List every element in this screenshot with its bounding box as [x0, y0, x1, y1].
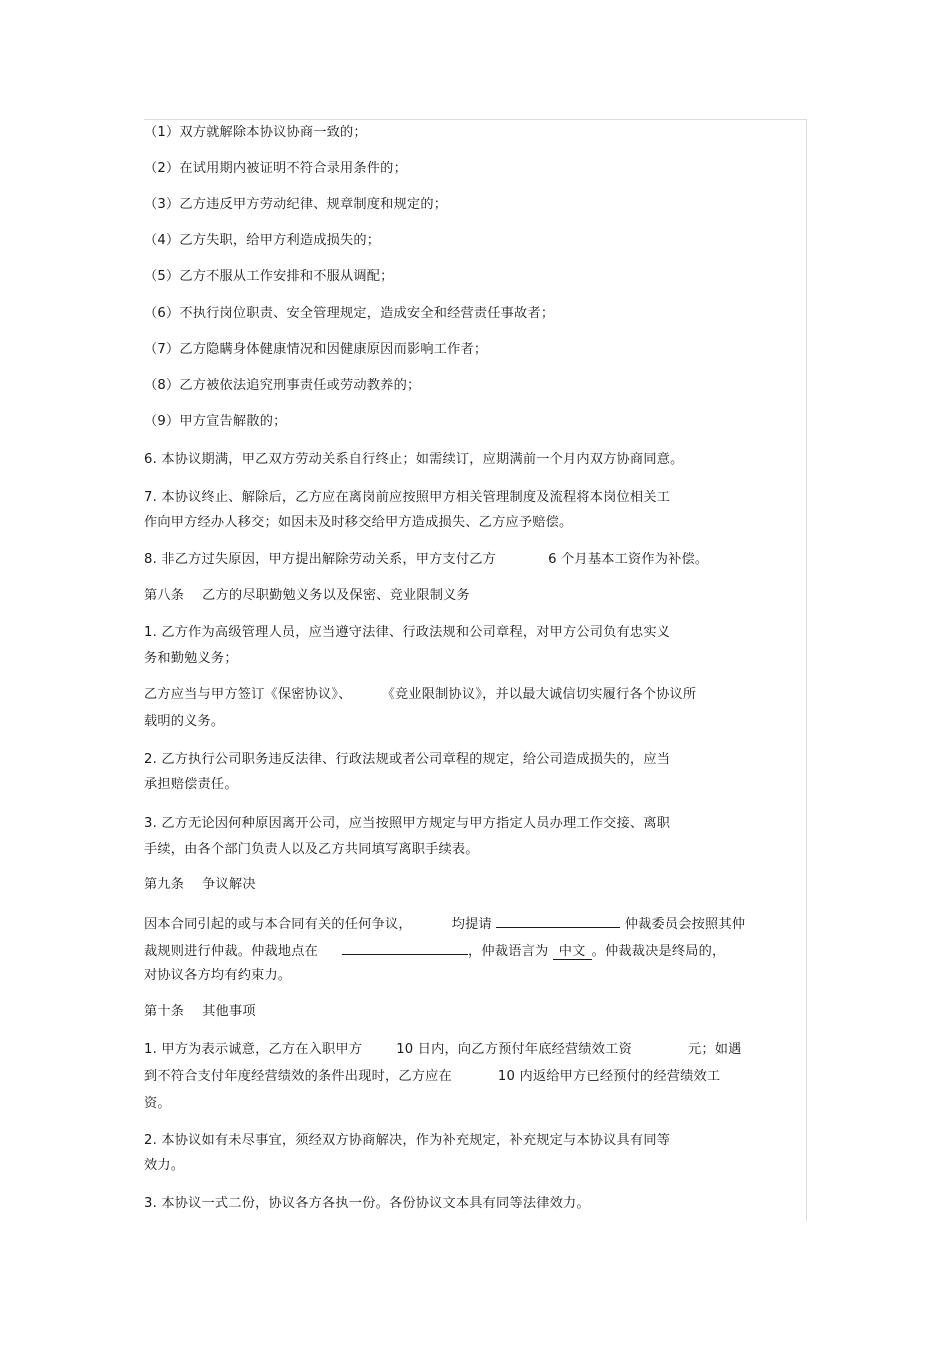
dispute-text: 裁规则进行仲裁。仲裁地点在: [144, 944, 319, 959]
list-item: （9）甲方宣告解散的；: [144, 414, 287, 429]
clause-text: 1. 甲方为表示诚意，乙方在入职甲方: [144, 1042, 363, 1057]
arbitration-language-value: 中文: [553, 944, 592, 960]
list-item: （7）乙方隐瞒身体健康情况和因健康原因而影响工作者；: [144, 342, 488, 357]
a8-clause-1-line-2: 务和勤勉义务；: [144, 651, 238, 666]
clause-7-line-2: 作向甲方经办人移交；如因未及时移交给甲方造成损失、乙方应予赔偿。: [144, 515, 573, 530]
a9-line-2: [144, 940, 725, 961]
a10-clause-2-line-2: 效力。: [144, 1158, 185, 1173]
a10-clause-2-line-1: 2. 本协议如有未尽事宜，须经双方协商解决，作为补充规定，补充规定与本协议具有同等: [144, 1133, 671, 1148]
clause-text: 到不符合支付年度经营绩效的条件出现时，乙方应在: [144, 1069, 452, 1084]
clause-text: 10 内返给甲方已经预付的经营绩效工: [497, 1069, 721, 1084]
list-item: （3）乙方违反甲方劳动纪律、规章制度和规定的；: [144, 197, 448, 212]
dispute-text: 仲裁委员会按照其仲: [624, 917, 746, 932]
a10-clause-3: 3. 本协议一式二份，协议各方各执一份。各份协议文本具有同等法律效力。: [144, 1196, 590, 1211]
list-item: （2）在试用期内被证明不符合录用条件的；: [144, 161, 407, 176]
clause-8-term: 6 个月基本工资作为补偿。: [548, 552, 709, 567]
dispute-text: 均提请: [451, 917, 492, 932]
dispute-text: ，仲裁语言为: [468, 944, 549, 959]
a10-clause-1-line-1: [144, 1041, 742, 1059]
a8-clause-2-line-1: 2. 乙方执行公司职务违反法律、行政法规或者公司章程的规定，给公司造成损失的，应当: [144, 752, 671, 767]
article-9-heading: [144, 876, 256, 894]
article-title: 其他事项: [202, 1004, 256, 1019]
clause-text: 10 日内，向乙方预付年底经营绩效工资: [396, 1042, 632, 1057]
article-title: 争议解决: [202, 877, 256, 892]
article-10-heading: [144, 1003, 256, 1021]
clause-text: 元；如遇: [687, 1042, 742, 1057]
article-number: 第八条: [144, 588, 185, 603]
a9-line-1: [144, 913, 745, 934]
list-item: （1）双方就解除本协议协商一致的；: [144, 125, 367, 140]
a8-clause-3-line-2: 手续，由各个部门负责人以及乙方共同填写离职手续表。: [144, 842, 479, 857]
clause-8: [144, 551, 708, 569]
article-8-heading: [144, 587, 470, 605]
article-title: 乙方的尽职勤勉义务以及保密、竞业限制义务: [202, 588, 470, 603]
a9-line-3: 对协议各方均有约束力。: [144, 968, 292, 983]
dispute-text: 。仲裁裁决是终局的，: [591, 944, 726, 959]
dispute-text: 因本合同引起的或与本合同有关的任何争议，: [144, 917, 412, 932]
a10-clause-1-line-2: [144, 1068, 720, 1086]
confidentiality-agreement-text: 乙方应当与甲方签订《保密协议》、: [144, 687, 352, 702]
article-number: 第十条: [144, 1004, 185, 1019]
a10-clause-1-line-3: 资。: [144, 1096, 171, 1111]
clause-6: 6. 本协议期满，甲乙双方劳动关系自行终止；如需续订，应期满前一个月内双方协商同意。: [144, 452, 684, 467]
a8-clause-3-line-1: 3. 乙方无论因何种原因离开公司，应当按照甲方规定与甲方指定人员办理工作交接、离职: [144, 816, 671, 831]
a8-clause-1-line-1: 1. 乙方作为高级管理人员，应当遵守法律、行政法规和公司章程，对甲方公司负有忠实义: [144, 625, 671, 640]
non-compete-agreement-text: 《竞业限制协议》，并以最大诚信切实履行各个协议所: [381, 687, 697, 702]
list-item: （8）乙方被依法追究刑事责任或劳动教养的；: [144, 378, 421, 393]
list-item: （6）不执行岗位职责、安全管理规定，造成安全和经营责任事故者；: [144, 306, 555, 321]
arbitration-place-blank[interactable]: [342, 940, 468, 955]
list-item: （4）乙方失职，给甲方利造成损失的；: [144, 233, 381, 248]
arbitration-commission-blank[interactable]: [496, 913, 620, 928]
article-number: 第九条: [144, 877, 185, 892]
clause-8-text: 8. 非乙方过失原因，甲方提出解除劳动关系，甲方支付乙方: [144, 552, 497, 567]
a8-agreements-line-1: [144, 686, 696, 704]
clause-7-line-1: 7. 本协议终止、解除后，乙方应在离岗前应按照甲方相关管理制度及流程将本岗位相关工: [144, 490, 671, 505]
a8-clause-2-line-2: 承担赔偿责任。: [144, 777, 238, 792]
list-item: （5）乙方不服从工作安排和不服从调配；: [144, 269, 394, 284]
a8-agreements-line-2: 载明的义务。: [144, 714, 225, 729]
